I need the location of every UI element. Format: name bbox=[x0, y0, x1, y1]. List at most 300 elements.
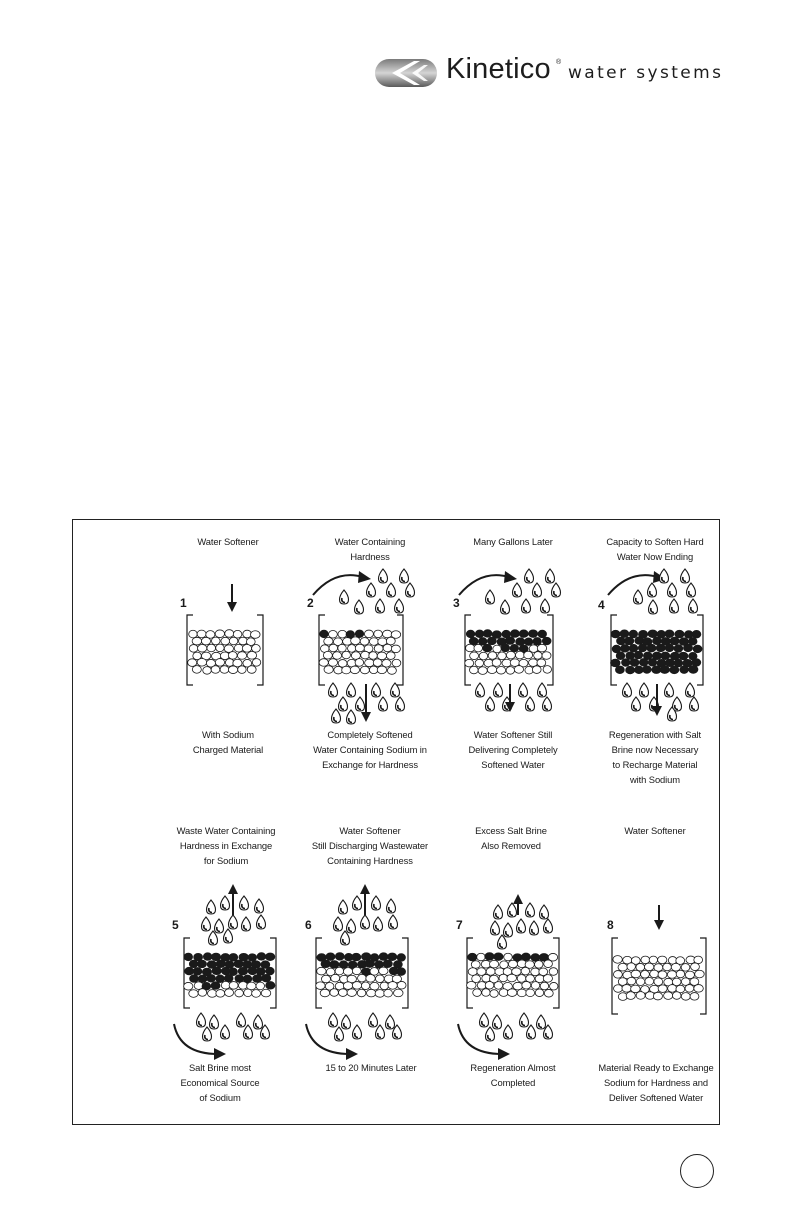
resin-bead-icon bbox=[256, 968, 265, 976]
resin-bead-icon bbox=[540, 982, 549, 990]
resin-bead-icon bbox=[665, 659, 674, 667]
resin-bead-icon bbox=[228, 666, 237, 674]
resin-bead-icon bbox=[517, 975, 526, 983]
resin-bead-icon bbox=[692, 659, 701, 667]
step-6-bottom-caption: 15 to 20 Minutes Later bbox=[325, 1062, 417, 1073]
resin-bead-icon bbox=[534, 652, 542, 660]
resin-bead-icon bbox=[479, 652, 488, 660]
resin-bead-icon bbox=[198, 644, 207, 652]
resin-bead-icon bbox=[507, 989, 517, 997]
resin-bead-icon bbox=[466, 630, 475, 638]
resin-bead-icon bbox=[189, 630, 198, 638]
tank-wall bbox=[547, 615, 553, 685]
resin-bead-icon bbox=[474, 644, 483, 652]
resin-bead-icon bbox=[618, 963, 627, 971]
page-number-badge bbox=[680, 1154, 714, 1188]
resin-bead-icon bbox=[193, 968, 202, 976]
resin-bead-icon bbox=[216, 975, 225, 983]
resin-bead-icon bbox=[692, 630, 701, 638]
resin-bead-icon bbox=[485, 953, 494, 961]
resin-bead-icon bbox=[475, 630, 484, 638]
resin-bead-icon bbox=[207, 974, 216, 982]
step-4-bottom-caption: Regeneration with Salt Brine now Necessary to Recharge Material with Sodium bbox=[608, 729, 702, 785]
resin-bead-icon bbox=[331, 974, 340, 982]
resin-bead-icon bbox=[615, 666, 624, 674]
resin-bead-icon bbox=[357, 989, 366, 997]
resin-bead-icon bbox=[377, 666, 387, 674]
resin-bead-icon bbox=[370, 968, 379, 976]
resin-bead-icon bbox=[665, 644, 674, 652]
resin-bead-icon bbox=[229, 953, 238, 961]
arrow-head bbox=[360, 884, 370, 894]
resin-bead-icon bbox=[247, 652, 257, 660]
resin-bead-icon bbox=[238, 666, 246, 674]
resin-bead-icon bbox=[212, 967, 221, 975]
resin-bead-icon bbox=[475, 659, 484, 667]
resin-bead-icon bbox=[228, 652, 237, 660]
resin-bead-icon bbox=[335, 953, 344, 961]
resin-bead-icon bbox=[207, 644, 216, 652]
resin-bead-icon bbox=[658, 971, 667, 979]
resin-bead-icon bbox=[681, 993, 690, 1001]
curved-arrow-icon bbox=[459, 575, 509, 595]
resin-bead-icon bbox=[483, 630, 492, 638]
resin-bead-icon bbox=[467, 981, 476, 989]
resin-bead-icon bbox=[247, 982, 256, 990]
resin-bead-icon bbox=[638, 644, 647, 652]
resin-bead-icon bbox=[611, 630, 620, 638]
resin-bead-icon bbox=[670, 652, 679, 660]
resin-bead-icon bbox=[531, 982, 539, 990]
resin-bead-icon bbox=[224, 974, 233, 982]
resin-bead-icon bbox=[330, 989, 339, 997]
resin-bead-icon bbox=[529, 630, 538, 638]
resin-bead-icon bbox=[507, 974, 517, 982]
arrow-head bbox=[228, 884, 238, 894]
arrow-head bbox=[513, 894, 523, 904]
resin-bead-icon bbox=[648, 659, 657, 667]
curved-arrow-icon bbox=[313, 571, 371, 595]
resin-bead-icon bbox=[360, 666, 369, 674]
resin-bead-icon bbox=[515, 651, 524, 659]
resin-bead-icon bbox=[335, 967, 344, 975]
resin-bead-icon bbox=[537, 644, 546, 652]
resin-bead-icon bbox=[198, 989, 207, 997]
resin-bead-icon bbox=[544, 960, 553, 968]
resin-bead-icon bbox=[361, 651, 370, 659]
resin-bead-icon bbox=[626, 992, 635, 1000]
resin-bead-icon bbox=[197, 659, 207, 667]
step-2-top-caption: Water Containing Hardness bbox=[334, 536, 406, 562]
resin-bead-icon bbox=[352, 953, 361, 961]
step-1-top-caption: Water Softener bbox=[197, 536, 259, 547]
resin-bead-icon bbox=[185, 967, 194, 975]
resin-bead-icon bbox=[355, 644, 364, 652]
resin-bead-icon bbox=[321, 960, 331, 968]
resin-bead-icon bbox=[650, 970, 659, 978]
resin-bead-icon bbox=[320, 630, 328, 638]
resin-bead-icon bbox=[243, 630, 252, 638]
resin-bead-icon bbox=[543, 666, 551, 674]
resin-bead-icon bbox=[391, 645, 400, 653]
resin-bead-icon bbox=[387, 667, 396, 675]
resin-bead-icon bbox=[620, 630, 629, 638]
resin-bead-icon bbox=[482, 989, 490, 997]
resin-bead-icon bbox=[644, 963, 653, 971]
resin-bead-icon bbox=[225, 989, 234, 997]
resin-bead-icon bbox=[613, 956, 622, 964]
resin-bead-icon bbox=[342, 651, 350, 659]
resin-bead-icon bbox=[190, 975, 199, 983]
step-2-bottom-caption: Completely Softened Water Containing Sodium in Exchange for Hardness bbox=[313, 729, 427, 770]
resin-bead-icon bbox=[641, 956, 650, 964]
resin-bead-icon bbox=[329, 644, 338, 652]
resin-bead-icon bbox=[674, 659, 683, 667]
resin-bead-icon bbox=[256, 982, 265, 990]
resin-bead-icon bbox=[233, 630, 242, 638]
resin-bead-icon bbox=[189, 960, 198, 968]
logo-registered-mark: ® bbox=[556, 59, 562, 66]
resin-bead-icon bbox=[326, 953, 335, 961]
resin-bead-icon bbox=[320, 989, 330, 997]
resin-bead-icon bbox=[612, 645, 621, 653]
resin-bed-step-4 bbox=[611, 630, 702, 674]
resin-bead-icon bbox=[490, 960, 499, 968]
resin-bead-icon bbox=[394, 989, 404, 997]
step-number: 8 bbox=[607, 918, 614, 932]
resin-bead-icon bbox=[358, 974, 367, 982]
resin-bead-icon bbox=[494, 953, 503, 961]
resin-bead-icon bbox=[339, 989, 348, 997]
resin-bead-icon bbox=[486, 968, 495, 976]
resin-bead-icon bbox=[501, 644, 510, 652]
resin-bead-icon bbox=[529, 645, 538, 653]
resin-bead-icon bbox=[656, 644, 665, 652]
resin-bead-icon bbox=[369, 638, 378, 646]
down-arrow-icon bbox=[227, 584, 237, 612]
resin-bead-icon bbox=[497, 666, 506, 674]
resin-bead-icon bbox=[483, 644, 492, 652]
resin-bead-icon bbox=[517, 989, 526, 997]
resin-bead-icon bbox=[252, 975, 262, 983]
step-number: 2 bbox=[307, 596, 314, 610]
resin-bead-icon bbox=[366, 975, 375, 983]
step-5-top-caption: Waste Water Containing Hardness in Exchange for Sodium bbox=[176, 825, 276, 866]
resin-bead-icon bbox=[397, 981, 406, 989]
resin-bead-icon bbox=[471, 961, 480, 969]
resin-bead-icon bbox=[338, 630, 347, 638]
resin-bead-icon bbox=[531, 968, 540, 976]
resin-bead-icon bbox=[234, 960, 243, 968]
resin-bead-icon bbox=[674, 645, 683, 653]
resin-bead-icon bbox=[667, 971, 676, 979]
resin-bead-icon bbox=[248, 954, 257, 962]
resin-bead-icon bbox=[192, 666, 201, 674]
arrow-head bbox=[504, 571, 517, 583]
step-number: 7 bbox=[456, 918, 463, 932]
resin-bead-icon bbox=[229, 982, 238, 990]
resin-bead-icon bbox=[397, 954, 405, 962]
resin-bead-icon bbox=[352, 982, 361, 990]
resin-bead-icon bbox=[492, 659, 501, 667]
curved-arrow-icon bbox=[306, 1024, 358, 1060]
resin-bead-icon bbox=[661, 652, 670, 660]
resin-bead-icon bbox=[487, 637, 496, 645]
resin-bead-icon bbox=[215, 630, 224, 638]
resin-bead-icon bbox=[622, 659, 630, 667]
resin-bead-icon bbox=[367, 989, 376, 997]
up-arrow-icon bbox=[228, 884, 238, 915]
resin-bead-icon bbox=[319, 659, 328, 667]
resin-bed-step-3 bbox=[465, 630, 552, 675]
resin-bead-icon bbox=[670, 637, 679, 645]
resin-bead-icon bbox=[635, 666, 644, 674]
resin-bead-icon bbox=[679, 652, 688, 660]
curved-arrow-icon bbox=[313, 575, 363, 595]
resin-bead-icon bbox=[364, 630, 373, 638]
resin-bead-icon bbox=[317, 967, 326, 975]
resin-bead-icon bbox=[524, 651, 533, 659]
arrow-head bbox=[498, 1048, 510, 1060]
resin-bead-icon bbox=[494, 982, 503, 990]
resin-bead-icon bbox=[229, 637, 238, 645]
resin-bead-icon bbox=[648, 630, 657, 638]
resin-bead-icon bbox=[330, 961, 339, 969]
resin-bead-icon bbox=[369, 666, 378, 674]
resin-bead-icon bbox=[627, 963, 635, 971]
resin-bead-icon bbox=[348, 645, 356, 653]
resin-bead-icon bbox=[504, 953, 513, 961]
resin-bead-icon bbox=[538, 630, 547, 638]
step-number: 3 bbox=[453, 596, 460, 610]
resin-bead-icon bbox=[350, 666, 359, 674]
resin-bead-icon bbox=[355, 630, 363, 638]
resin-bead-icon bbox=[343, 982, 352, 990]
resin-bead-icon bbox=[629, 644, 638, 652]
resin-bead-icon bbox=[225, 630, 234, 638]
resin-bead-icon bbox=[634, 651, 643, 659]
resin-bead-icon bbox=[622, 985, 631, 993]
resin-bead-icon bbox=[192, 637, 202, 645]
resin-bead-icon bbox=[386, 637, 395, 645]
resin-bead-icon bbox=[521, 953, 530, 961]
resin-bead-icon bbox=[549, 968, 558, 976]
resin-bead-icon bbox=[235, 975, 244, 983]
resin-bead-icon bbox=[252, 645, 261, 653]
resin-bead-icon bbox=[529, 659, 538, 667]
resin-bead-icon bbox=[664, 992, 673, 1000]
step-4-top-caption: Capacity to Soften Hard Water Now Ending bbox=[606, 536, 704, 562]
resin-bead-icon bbox=[532, 666, 541, 674]
resin-bead-icon bbox=[537, 659, 546, 667]
resin-bead-icon bbox=[526, 989, 535, 997]
resin-bead-icon bbox=[513, 982, 522, 990]
resin-bead-icon bbox=[235, 989, 244, 997]
resin-bead-icon bbox=[485, 981, 494, 989]
resin-bead-icon bbox=[488, 652, 497, 660]
resin-bead-icon bbox=[510, 630, 519, 638]
resin-bead-icon bbox=[490, 990, 498, 998]
resin-bead-icon bbox=[498, 652, 507, 660]
resin-bead-icon bbox=[370, 982, 379, 990]
resin-bead-icon bbox=[665, 630, 674, 638]
resin-bead-icon bbox=[351, 637, 361, 645]
resin-bead-icon bbox=[468, 953, 477, 961]
resin-bead-icon bbox=[197, 630, 206, 638]
resin-bead-icon bbox=[347, 989, 356, 997]
resin-bead-icon bbox=[375, 975, 384, 983]
resin-bead-icon bbox=[631, 970, 641, 978]
resin-bead-icon bbox=[514, 666, 523, 674]
resin-bead-icon bbox=[524, 638, 532, 646]
arrow-head bbox=[654, 920, 664, 930]
resin-bead-icon bbox=[670, 666, 679, 674]
resin-bead-icon bbox=[261, 989, 271, 997]
curved-arrow-icon bbox=[459, 571, 517, 595]
resin-bead-icon bbox=[658, 985, 667, 993]
resin-bead-icon bbox=[676, 970, 685, 978]
resin-bead-icon bbox=[663, 963, 672, 971]
resin-bead-icon bbox=[535, 989, 543, 997]
resin-bead-icon bbox=[244, 989, 252, 997]
resin-bead-icon bbox=[542, 652, 551, 660]
resin-bead-icon bbox=[257, 953, 266, 961]
resin-bead-icon bbox=[323, 651, 332, 659]
resin-bead-icon bbox=[239, 953, 249, 961]
resin-bead-icon bbox=[383, 960, 392, 968]
resin-bead-icon bbox=[397, 968, 406, 976]
step-3-bottom-caption: Water Softener Still Delivering Completely Softened Water bbox=[468, 729, 558, 770]
resin-bead-icon bbox=[351, 652, 360, 660]
resin-bed-step-1 bbox=[188, 630, 261, 675]
resin-bead-icon bbox=[477, 968, 486, 976]
resin-bead-icon bbox=[211, 666, 220, 674]
resin-bead-icon bbox=[499, 974, 508, 982]
resin-bead-icon bbox=[369, 652, 377, 660]
resin-bead-icon bbox=[388, 953, 397, 961]
arrow-head bbox=[361, 712, 371, 722]
resin-bead-icon bbox=[654, 978, 663, 986]
resin-bead-icon bbox=[373, 659, 382, 667]
resin-bead-icon bbox=[184, 953, 193, 961]
resin-bead-icon bbox=[690, 993, 699, 1001]
resin-bead-icon bbox=[352, 967, 361, 975]
resin-bead-icon bbox=[238, 967, 248, 975]
resin-bead-icon bbox=[627, 977, 636, 985]
resin-bead-icon bbox=[487, 666, 497, 674]
resin-bead-icon bbox=[653, 637, 662, 645]
resin-bead-icon bbox=[639, 659, 648, 667]
resin-bead-icon bbox=[383, 644, 392, 652]
resin-bead-icon bbox=[542, 637, 551, 645]
resin-bead-icon bbox=[360, 638, 369, 646]
resin-bead-icon bbox=[544, 989, 553, 997]
resin-bead-icon bbox=[329, 630, 338, 638]
resin-bead-icon bbox=[478, 638, 487, 646]
step-3-top-caption: Many Gallons Later bbox=[473, 536, 553, 547]
resin-bed-step-8 bbox=[613, 956, 704, 1001]
resin-bead-icon bbox=[355, 659, 364, 667]
resin-bead-icon bbox=[203, 667, 212, 675]
resin-bead-icon bbox=[636, 978, 645, 986]
resin-bead-icon bbox=[671, 963, 680, 971]
resin-bead-icon bbox=[250, 631, 260, 639]
resin-bead-icon bbox=[611, 659, 621, 667]
resin-bead-icon bbox=[324, 666, 333, 674]
resin-bead-icon bbox=[649, 956, 657, 964]
resin-bead-icon bbox=[338, 644, 346, 652]
resin-bead-icon bbox=[211, 982, 220, 990]
resin-bead-icon bbox=[465, 659, 474, 667]
resin-bead-icon bbox=[383, 630, 392, 638]
resin-bead-icon bbox=[522, 981, 531, 989]
resin-bead-icon bbox=[521, 967, 529, 975]
resin-bead-icon bbox=[265, 953, 274, 961]
resin-bead-icon bbox=[216, 644, 224, 652]
resin-bead-icon bbox=[624, 637, 634, 645]
resin-bead-icon bbox=[534, 961, 543, 969]
resin-bead-icon bbox=[505, 637, 514, 645]
resin-bead-icon bbox=[499, 989, 508, 997]
resin-bead-icon bbox=[203, 953, 212, 961]
resin-bead-icon bbox=[672, 992, 681, 1000]
resin-bead-icon bbox=[365, 960, 375, 968]
resin-bead-icon bbox=[500, 961, 509, 969]
resin-bead-icon bbox=[388, 982, 397, 990]
resin-bead-icon bbox=[189, 990, 198, 998]
resin-bead-icon bbox=[616, 652, 625, 660]
resin-bead-icon bbox=[324, 637, 333, 645]
resin-bead-icon bbox=[680, 666, 689, 674]
resin-bead-icon bbox=[477, 953, 485, 961]
resin-bead-icon bbox=[641, 970, 650, 978]
step-8-bottom-caption: Material Ready to Exchange Sodium for Hardness and Deliver Softened Water bbox=[598, 1062, 714, 1103]
resin-bead-icon bbox=[613, 971, 622, 979]
resin-bead-icon bbox=[478, 667, 487, 675]
resin-bead-icon bbox=[510, 644, 519, 652]
resin-bead-icon bbox=[614, 985, 623, 993]
resin-bead-icon bbox=[618, 978, 627, 986]
resin-bead-icon bbox=[473, 989, 482, 997]
resin-bead-icon bbox=[189, 645, 198, 653]
resin-bead-icon bbox=[237, 652, 246, 660]
resin-bed-step-5 bbox=[184, 953, 275, 998]
resin-bead-icon bbox=[216, 990, 225, 998]
down-arrow-icon bbox=[654, 905, 664, 930]
resin-bead-icon bbox=[691, 963, 700, 971]
resin-bead-icon bbox=[695, 970, 705, 978]
resin-bead-icon bbox=[516, 638, 525, 646]
resin-bed-step-2 bbox=[319, 630, 401, 674]
resin-bead-icon bbox=[645, 978, 654, 986]
resin-bead-icon bbox=[392, 659, 401, 667]
resin-bead-icon bbox=[266, 967, 274, 975]
resin-bead-icon bbox=[681, 964, 690, 972]
resin-bead-icon bbox=[689, 666, 698, 674]
resin-bead-icon bbox=[543, 975, 552, 983]
step-7-bottom-caption: Regeneration Almost Completed bbox=[470, 1062, 556, 1088]
resin-bead-icon bbox=[379, 953, 388, 961]
step-number: 6 bbox=[305, 918, 312, 932]
resin-bead-icon bbox=[201, 637, 210, 645]
resin-bead-icon bbox=[653, 992, 662, 1000]
resin-bead-icon bbox=[242, 645, 251, 653]
resin-bead-icon bbox=[220, 666, 229, 674]
resin-bed-step-7 bbox=[467, 953, 558, 998]
curved-arrow-icon bbox=[174, 1024, 226, 1060]
resin-bead-icon bbox=[693, 645, 702, 653]
resin-bead-icon bbox=[215, 659, 224, 667]
